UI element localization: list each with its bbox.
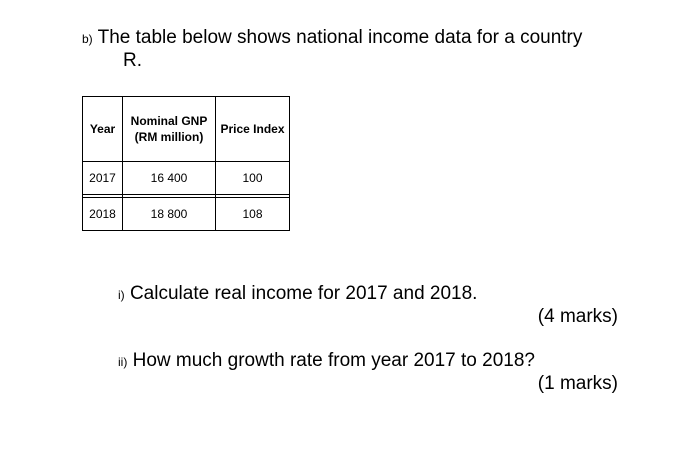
cell-gnp: 16 400 xyxy=(123,162,216,195)
question-b-text-line2: R. xyxy=(123,50,142,71)
table-header-row xyxy=(83,97,290,162)
cell-gnp: 18 800 xyxy=(123,198,216,231)
question-i-marker: i) xyxy=(118,288,125,302)
cell-year: 2018 xyxy=(83,198,123,231)
question-b-text-line1: The table below shows national income data for a country xyxy=(97,27,583,48)
cell-price-index: 100 xyxy=(216,162,290,195)
cell-year: 2017 xyxy=(83,162,123,195)
question-i-text: Calculate real income for 2017 and 2018. xyxy=(129,283,478,304)
question-ii-text: How much growth rate from year 2017 to 2018? xyxy=(132,350,535,371)
question-b-marker: b) xyxy=(82,32,93,46)
table-row xyxy=(83,162,290,195)
header-nominal-gnp xyxy=(123,97,216,162)
table-row xyxy=(83,198,290,231)
question-i xyxy=(118,283,477,306)
header-price-index: Price Index xyxy=(216,97,290,162)
header-year: Year xyxy=(83,97,123,162)
national-income-table xyxy=(82,96,290,231)
header-nominal-gnp-line2: (RM million) xyxy=(134,130,204,144)
question-ii-marks: (1 marks) xyxy=(537,373,618,394)
question-ii-marker: ii) xyxy=(118,355,128,369)
cell-price-index: 108 xyxy=(216,198,290,231)
question-b-text xyxy=(82,27,582,50)
question-i-marks: (4 marks) xyxy=(537,306,618,327)
question-ii xyxy=(118,350,535,373)
header-nominal-gnp-line1: Nominal GNP xyxy=(130,114,208,128)
